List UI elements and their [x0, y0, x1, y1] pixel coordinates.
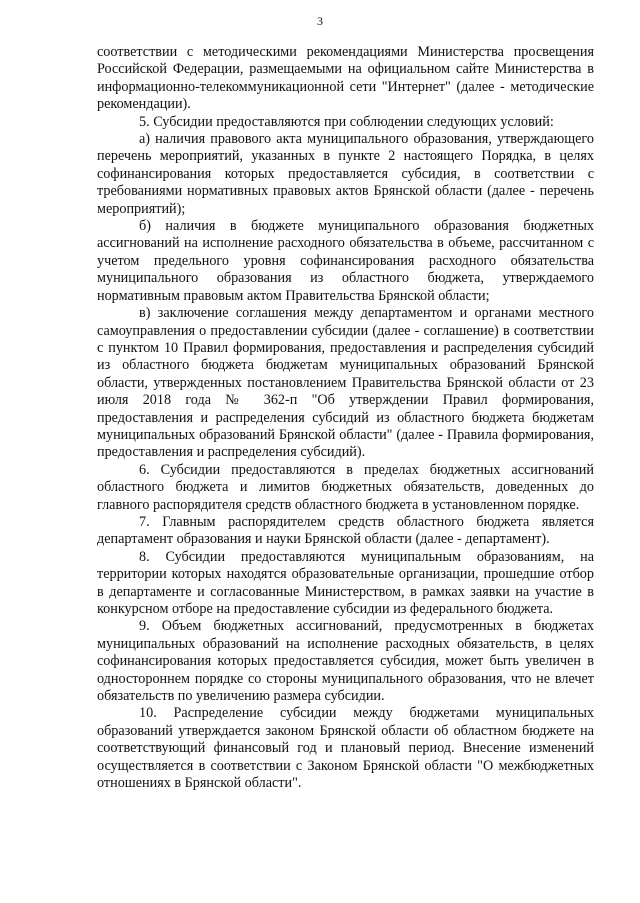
paragraph-item-9: 9. Объем бюджетных ассигнований, предусмотренных в бюджетах муниципальных образований на исполнение расходных обязательств, в целях софинансирования которых предоставляется субсидия, может быть увеличен в одностороннем порядке со стороны муниципального образования, что не влечет обязательств по увеличению размера субсидии.: [97, 618, 594, 705]
paragraph-item-6: 6. Субсидии предоставляются в пределах бюджетных ассигнований областного бюджета и лимитов бюджетных обязательств, доведенных до главного распорядителя средств областного бюджета в установленном порядке.: [97, 461, 594, 513]
paragraph-item-10: 10. Распределение субсидии между бюджетами муниципальных образований утверждается законом Брянской области об областном бюджете на соответствующий финансовый год и плановый период. Внесение изменений осуществляется в соответствии с Законом Брянской области "О межбюджетных отношениях в Брянской области".: [97, 705, 594, 792]
paragraph-continuation: соответствии с методическими рекомендациями Министерства просвещения Российской Федерации, размещаемыми на официальном сайте Министерства в информационно-телекоммуникационной сети "Интернет" (далее - методические рекомендации).: [97, 44, 594, 113]
page-number: 3: [317, 14, 323, 28]
paragraph-item-5v: в) заключение соглашения между департаментом и органами местного самоуправления о предоставлении субсидии (далее - соглашение) в соответствии с пунктом 10 Правил формирования, предоставления и распределения субсидий из областного бюджета бюджетам муниципальных образований Брянской области, утвержденных постановлением Правительства Брянской области от 23 июля 2018 года № 362-п "Об утверждении Правил формирования, предоставления и распределения субсидий из областного бюджета бюджетам муниципальных образований Брянской области" (далее - Правила формирования, предоставления и распределения субсидий).: [97, 305, 594, 461]
paragraph-item-5b: б) наличия в бюджете муниципального образования бюджетных ассигнований на исполнение расходного обязательства в объеме, рассчитанном с учетом предельного уровня софинансирования расходного обязательства муниципального образования из областного бюджета, утверждаемого нормативным правовым актом Правительства Брянской области;: [97, 218, 594, 304]
document-body: [97, 44, 594, 792]
paragraph-item-5: 5. Субсидии предоставляются при соблюдении следующих условий:: [139, 113, 554, 130]
paragraph-item-5a: а) наличия правового акта муниципального образования, утверждающего перечень мероприятий, указанных в пункте 2 настоящего Порядка, в целях софинансирования которых предоставляется субсидия, в соответствии с требованиями нормативных правовых актов Брянской области (далее - перечень мероприятий);: [97, 131, 594, 217]
paragraph-item-8: 8. Субсидии предоставляются муниципальным образованиям, на территории которых находятся образовательные организации, прошедшие отбор в департаменте и согласованные Министерством, в рамках заявки на участие в конкурсном отборе на предоставление субсидии из федерального бюджета.: [97, 548, 594, 617]
paragraph-item-7: 7. Главным распорядителем средств областного бюджета является департамент образования и науки Брянской области (далее - департамент).: [97, 513, 594, 548]
